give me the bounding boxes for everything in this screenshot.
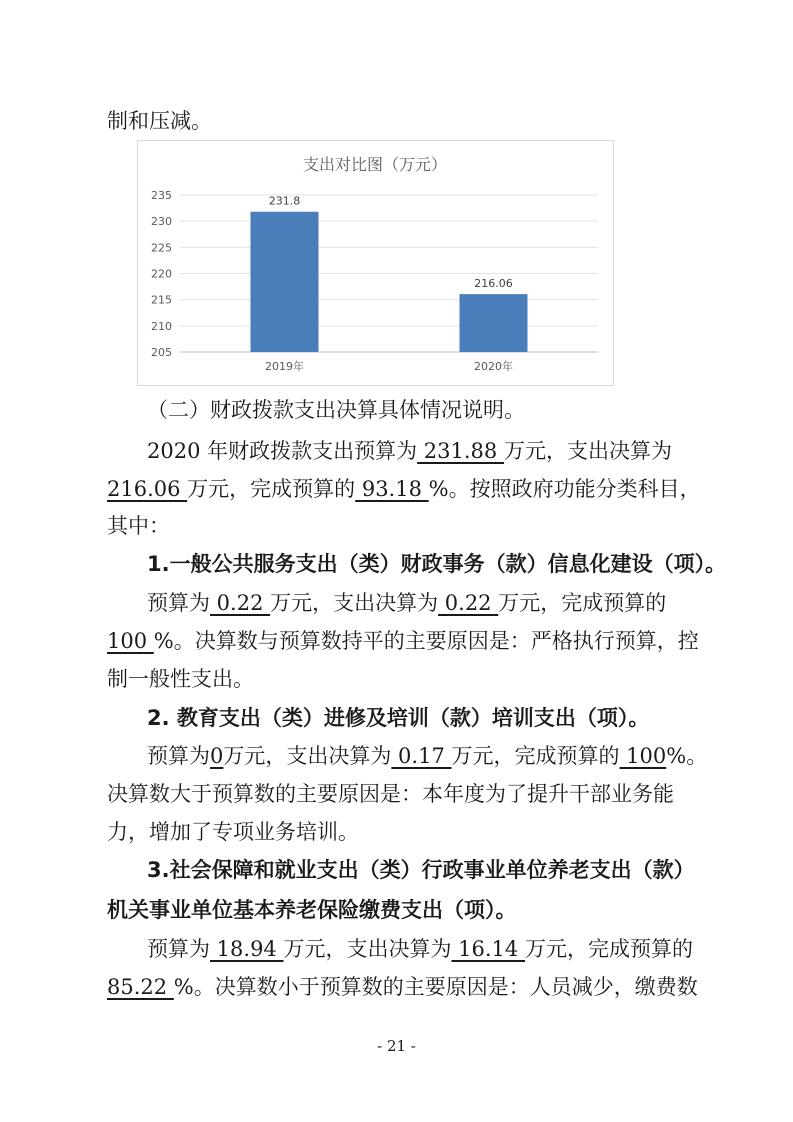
text-line-13: 力，增加了专项业务培训。	[107, 820, 359, 844]
y-tick-label: 205	[151, 346, 172, 359]
item-heading-3a: 3.社会保障和就业支出（类）行政事业单位养老支出（款）	[147, 858, 695, 882]
bar-value-label: 216.06	[474, 277, 513, 291]
y-tick-label: 210	[151, 319, 172, 333]
text-line-7: 预算为 0.22 万元，支出决算为 0.22 万元，完成预算的	[147, 591, 667, 615]
x-tick-label: 2019年	[265, 360, 304, 373]
text-line-11: 预算为0万元，支出决算为 0.17 万元，完成预算的 100%。	[147, 744, 708, 768]
y-tick-label: 225	[151, 241, 172, 255]
text-line-9: 制一般性支出。	[107, 667, 254, 691]
text-line-8: 100 %。决算数与预算数持平的主要原因是：严格执行预算，控	[107, 629, 699, 653]
chart-svg	[138, 141, 613, 385]
item-heading-2: 2. 教育支出（类）进修及培训（款）培训支出（项）。	[147, 706, 650, 730]
item-heading-3b: 机关事业单位基本养老保险缴费支出（项）。	[107, 898, 517, 922]
bar	[460, 294, 528, 352]
page-number: - 21 -	[377, 1037, 416, 1055]
expenditure-chart	[137, 140, 614, 386]
bar	[251, 212, 319, 352]
text-line-16: 预算为 18.94 万元，支出决算为 16.14 万元，完成预算的	[147, 937, 693, 961]
text-line-5: 其中：	[107, 514, 170, 538]
y-tick-label: 215	[151, 293, 172, 307]
text-line-4: 216.06 万元，完成预算的 93.18 %。按照政府功能分类科目，	[107, 477, 701, 501]
bar-value-label: 231.8	[268, 194, 301, 208]
y-tick-label: 235	[151, 189, 172, 202]
text-line-3: 2020 年财政拨款支出预算为 231.88 万元，支出决算为	[147, 439, 672, 463]
text-line-1: 制和压减。	[107, 109, 212, 133]
item-heading-1: 1.一般公共服务支出（类）财政事务（款）信息化建设（项）。	[147, 552, 727, 576]
y-tick-label: 220	[151, 267, 172, 281]
text-line-12: 决算数大于预算数的主要原因是：本年度为了提升干部业务能	[107, 782, 674, 806]
text-line-17: 85.22 %。决算数小于预算数的主要原因是：人员减少，缴费数	[107, 975, 698, 999]
section-heading-2: （二）财政拨款支出决算具体情况说明。	[147, 398, 525, 422]
x-tick-label: 2020年	[474, 360, 513, 373]
y-tick-label: 230	[151, 215, 172, 229]
chart-title: 支出对比图（万元）	[302, 155, 448, 174]
